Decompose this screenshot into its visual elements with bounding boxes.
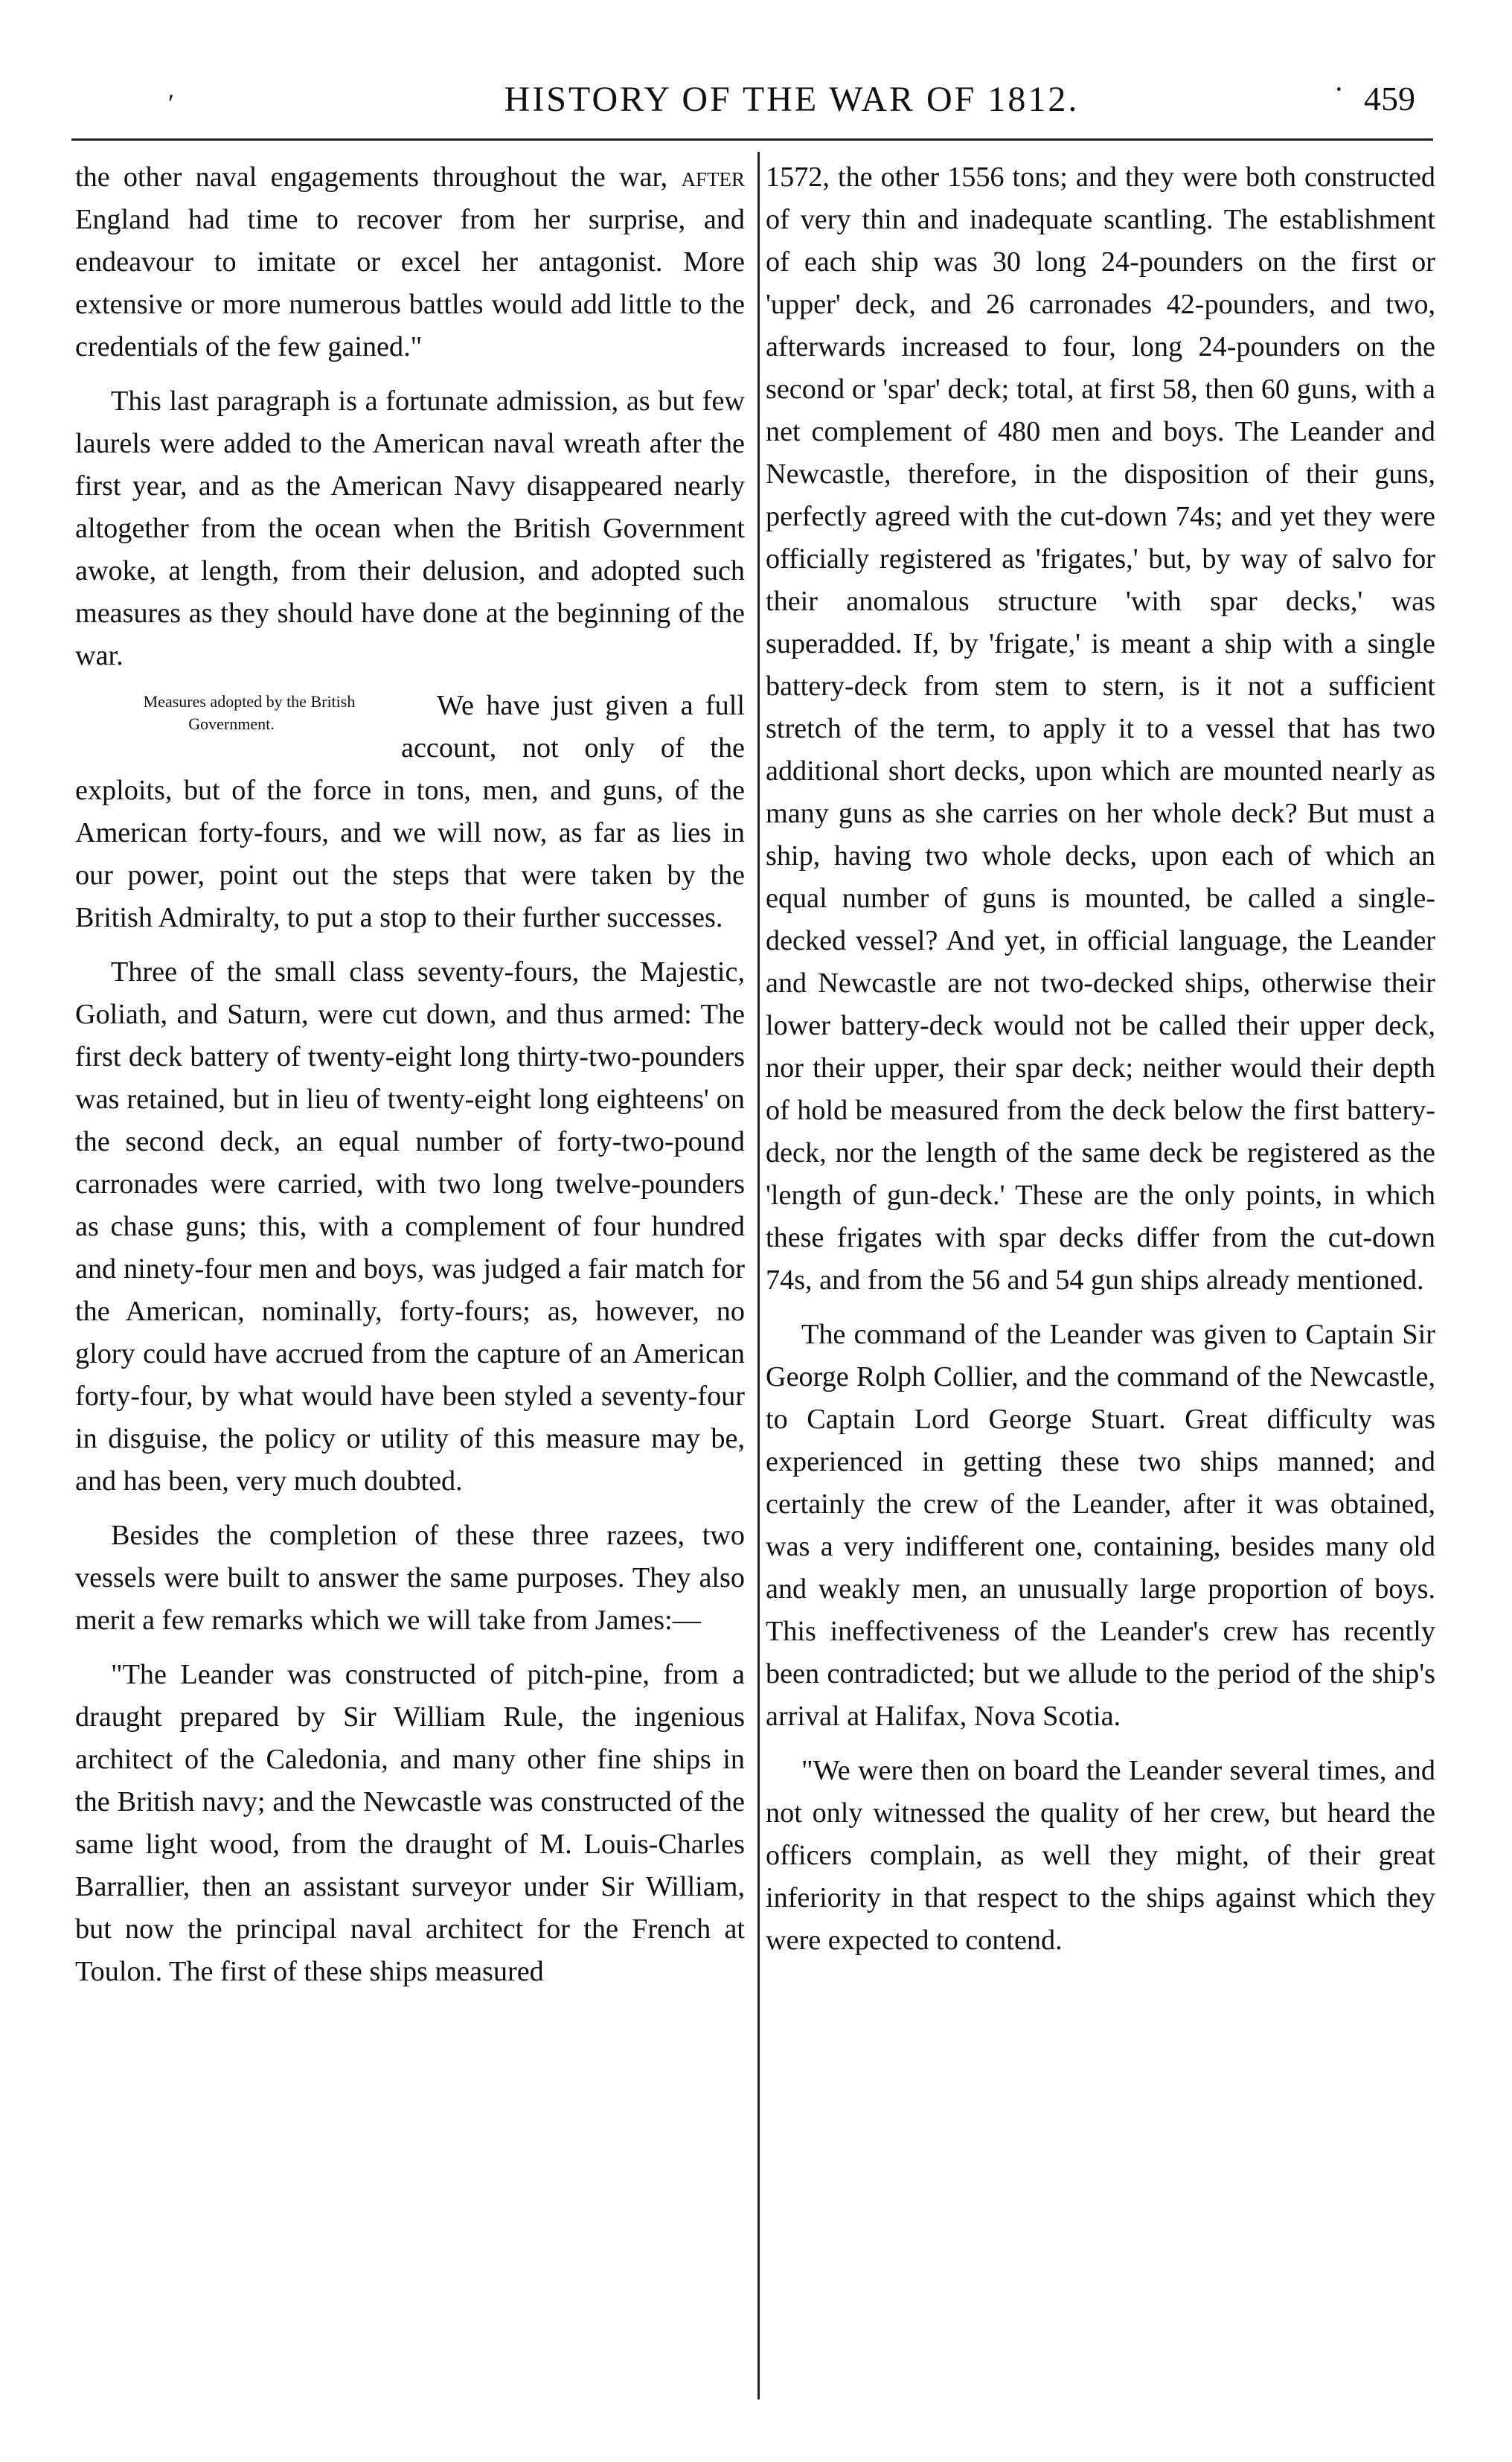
quoted-paragraph: "We were then on board the Leander several times, and not only witnessed the quality of her crew, but heard the officers complain, as well they might, of their great inferiority in that respect to the ships against which they were expected to contend. bbox=[766, 1755, 1435, 1956]
paragraph: Besides the completion of these three razees, two vessels were built to answer the same purposes. They also merit a few remarks which we will take from James:— bbox=[75, 1520, 745, 1636]
paragraph: Three of the small class seventy-fours, the Majestic, Goliath, and Saturn, were cut down, and thus armed: The first deck battery of twenty-eight long thirty-two-pounders was retained, but in lieu of twenty-eight long eighteens' on the second deck, an equal number of forty-two-pound carronades were carried, with two long twelve-pounders as chase guns; this, with a complement of four hundred and ninety-four men and boys, was judged a fair match for the American, nominally, forty-fours; as, however, no glory could have accrued from the capture of an American forty-four, by what would have been styled a seventy-four in disguise, the policy or utility of this measure may be, and has been, very much doubted. bbox=[75, 956, 745, 1497]
header-dot: · bbox=[1333, 72, 1344, 106]
running-title: HISTORY OF THE WAR OF 1812. bbox=[504, 80, 1080, 119]
small-caps-word: after bbox=[681, 162, 746, 193]
left-column bbox=[75, 156, 745, 2005]
header-rule bbox=[71, 138, 1433, 141]
margin-note: Measures adopted by the British Government. bbox=[143, 692, 356, 733]
page-header bbox=[168, 74, 1415, 134]
paragraph: Measures adopted by the British Government. We have just given a full account, not only of the exploits, but of the force in tons, men, and guns, of the American forty-fours, and we will now, as far as lies in our power, point out the steps that were taken by the British Admiralty, to put a stop to their further successes. bbox=[75, 690, 745, 933]
right-column bbox=[766, 156, 1435, 1974]
header-mark: ʹ bbox=[168, 89, 174, 118]
page-number: 459 bbox=[1364, 80, 1415, 118]
paragraph: The command of the Leander was given to Captain Sir George Rolph Collier, and the command of the Newcastle, to Captain Lord George Stuart. Great difficulty was experienced in getting these two ships manned; and certainly the crew of the Leander, after it was obtained, was a very indifferent one, containing, besides many old and weakly men, an unusually large proportion of boys. This ineffectiveness of the Leander's crew has recently been contradicted; but we allude to the period of the ship's arrival at Halifax, Nova Scotia. bbox=[766, 1319, 1435, 1732]
paragraph: This last paragraph is a fortunate admission, as but few laurels were added to the American naval wreath after the first year, and as the American Navy disappeared nearly altogether from the ocean when the British Government awoke, at length, from their delusion, and adopted such measures as they should have done at the beginning of the war. bbox=[75, 386, 745, 671]
quoted-paragraph: "The Leander was constructed of pitch-pine, from a draught prepared by Sir William Rule, the ingenious architect of the Caledonia, and many other fine ships in the British navy; and the Newcastle was constructed of the same light wood, from the draught of M. Louis-Charles Barrallier, then an assistant surveyor under Sir William, but now the principal naval architect for the French at Toulon. The first of these ships measured bbox=[75, 1659, 745, 1987]
paragraph: 1572, the other 1556 tons; and they were both constructed of very thin and inadequate scantling. The establishment of each ship was 30 long 24-pounders on the first or 'upper' deck, and 26 carronades 42-pounders, and two, afterwards increased to four, long 24-pounders on the second or 'spar' deck; total, at first 58, then 60 guns, with a net complement of 480 men and boys. The Leander and Newcastle, therefore, in the disposition of their guns, perfectly agreed with the cut-down 74s; and yet they were officially registered as 'frigates,' but, by way of salvo for their anomalous structure 'with spar decks,' was superadded. If, by 'frigate,' is meant a ship with a single battery-deck from stem to stern, is it not a sufficient stretch of the term, to apply it to a vessel that has two additional short decks, upon which are mounted nearly as many guns as she carries on her whole deck? But must a ship, having two whole decks, upon each of which an equal number of guns is mounted, be called a single-decked vessel? And yet, in official language, the Leander and Newcastle are not two-decked ships, otherwise their lower battery-deck would not be called their upper deck, nor their upper, their spar deck; neither would their depth of hold be measured from the deck below the first battery-deck, nor the length of the same deck be registered as the 'length of gun-deck.' These are the only points, in which these frigates with spar decks differ from the cut-down 74s, and from the 56 and 54 gun ships already mentioned. bbox=[766, 162, 1435, 1296]
paragraph: the other naval engagements throughout the war, after England had time to recover from her surprise, and endeavour to imitate or excel her antagonist. More extensive or more numerous battles would add little to the credentials of the few gained." bbox=[75, 162, 746, 362]
column-divider bbox=[757, 152, 760, 2399]
